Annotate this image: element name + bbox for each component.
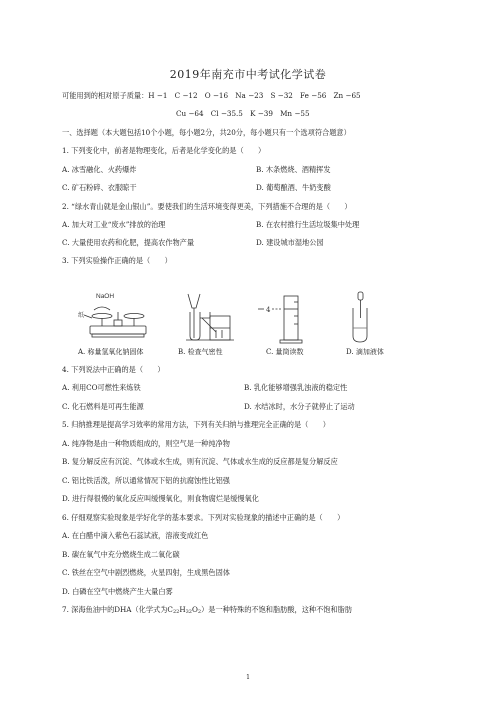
q4-options-row2 — [62, 402, 355, 411]
cylinder-reading-illustration — [258, 296, 302, 343]
q3-stem: 3. 下列实验操作正确的是（ ） — [62, 256, 172, 265]
q5-option-d: D. 进行得很慢的氧化反应叫缓慢氧化，则食物腐烂是缓慢氧化 — [62, 494, 259, 503]
airtightness-illustration — [186, 294, 234, 340]
q6-stem: 6. 仔细观察实验现象是学好化学的基本要求。下列对实验现象的描述中正确的是（ ） — [62, 513, 345, 522]
q4-stem: 4. 下列说法中正确的是（ ） — [62, 365, 165, 374]
svg-text:4: 4 — [266, 306, 271, 314]
q1-option-c: C. 矿石粉碎、衣服晾干 — [62, 183, 137, 192]
paper-label: 纸 — [78, 312, 85, 319]
page-title: 2019年南充市中考试化学试卷 — [169, 68, 327, 81]
q3-apparatus-figure — [70, 288, 450, 358]
atomic-masses-line1: 可能用到的相对原子质量：H −1 C −12 O −16 Na −23 S −32 Fe −56 Zn −65 — [62, 91, 361, 100]
page-number: 1 — [246, 674, 250, 681]
q5-option-b: B. 复分解反应有沉淀、气体或水生成，则有沉淀、气体或水生成的反应都是复分解反应 — [62, 457, 338, 466]
naoh-label: NaOH — [96, 293, 115, 300]
q3-option-c: C. 量筒读数 — [266, 348, 304, 356]
q3-option-d: D. 滴加液体 — [346, 348, 384, 356]
q2-options-row2 — [62, 238, 324, 247]
q1-options-row1 — [62, 165, 331, 174]
q3-option-a: A. 称量氢氧化钠固体 — [78, 348, 144, 356]
section-heading: 一、选择题（本大题包括10个小题，每小题2分，共20分，每小题只有一个选项符合题意） — [62, 128, 351, 137]
q6-option-d: D. 白磷在空气中燃烧产生大量白雾 — [62, 587, 173, 596]
q2-option-d: D. 建设城市湿地公园 — [256, 238, 324, 247]
q6-option-a: A. 在白醋中滴入紫色石蕊试液，溶液变成红色 — [62, 531, 209, 540]
dropper-illustration — [353, 292, 367, 342]
q7-stem: 7. 深海鱼油中的DHA（化学式为$C_{22}H_{32}O_2$）是一种特殊的不饱和脂肪酸，这种不饱和脂肪 — [62, 605, 353, 615]
q1-option-a: A. 冰雪融化、火药爆炸 — [62, 165, 137, 174]
q3-option-b: B. 检查气密性 — [178, 348, 223, 356]
q4-option-d: D. 水结冰时，水分子就停止了运动 — [244, 402, 355, 411]
q5-option-c: C. 铝比铁活泼，所以通常情况下铝的抗腐蚀性比铝强 — [62, 476, 230, 485]
q2-option-b: B. 在农村推行生活垃圾集中处理 — [256, 220, 360, 229]
q6-option-b: B. 碳在氧气中充分燃烧生成二氧化碳 — [62, 550, 180, 559]
q4-option-a: A. 利用CO可燃性来炼铁 — [62, 383, 141, 392]
q4-options-row1 — [62, 383, 348, 392]
atomic-masses-line2: Cu −64 Cl −35.5 K −39 Mn −55 — [176, 109, 310, 118]
q1-stem: 1. 下列变化中，前者是物理变化，后者是化学变化的是（ ） — [62, 146, 266, 155]
q4-option-c: C. 化石燃料是可再生能源 — [62, 402, 144, 411]
q1-option-d: D. 葡萄酿酒、牛奶变酸 — [256, 183, 331, 192]
q2-stem: 2. “绿水青山就是金山银山”。要使我们的生活环境变得更美，下列措施不合理的是（ ） — [62, 202, 352, 211]
q6-option-c: C. 铁丝在空气中剧烈燃烧，火星四射，生成黑色固体 — [62, 568, 230, 577]
q2-options-row1 — [62, 220, 360, 229]
q2-option-a: A. 加大对工业“废水”排放的治理 — [62, 220, 166, 229]
q5-option-a: A. 纯净物是由一种物质组成的，则空气是一种纯净物 — [62, 439, 230, 448]
q5-stem: 5. 归纳推理是提高学习效率的常用方法，下列有关归纳与推理完全正确的是（ ） — [62, 420, 330, 429]
q2-option-c: C. 大量使用农药和化肥，提高农作物产量 — [62, 238, 195, 247]
q1-option-b: B. 木条燃烧、酒精挥发 — [256, 165, 331, 174]
q1-options-row2 — [62, 183, 331, 192]
q4-option-b: B. 乳化能够增强乳浊液的稳定性 — [244, 383, 348, 392]
balance-illustration — [78, 293, 146, 337]
